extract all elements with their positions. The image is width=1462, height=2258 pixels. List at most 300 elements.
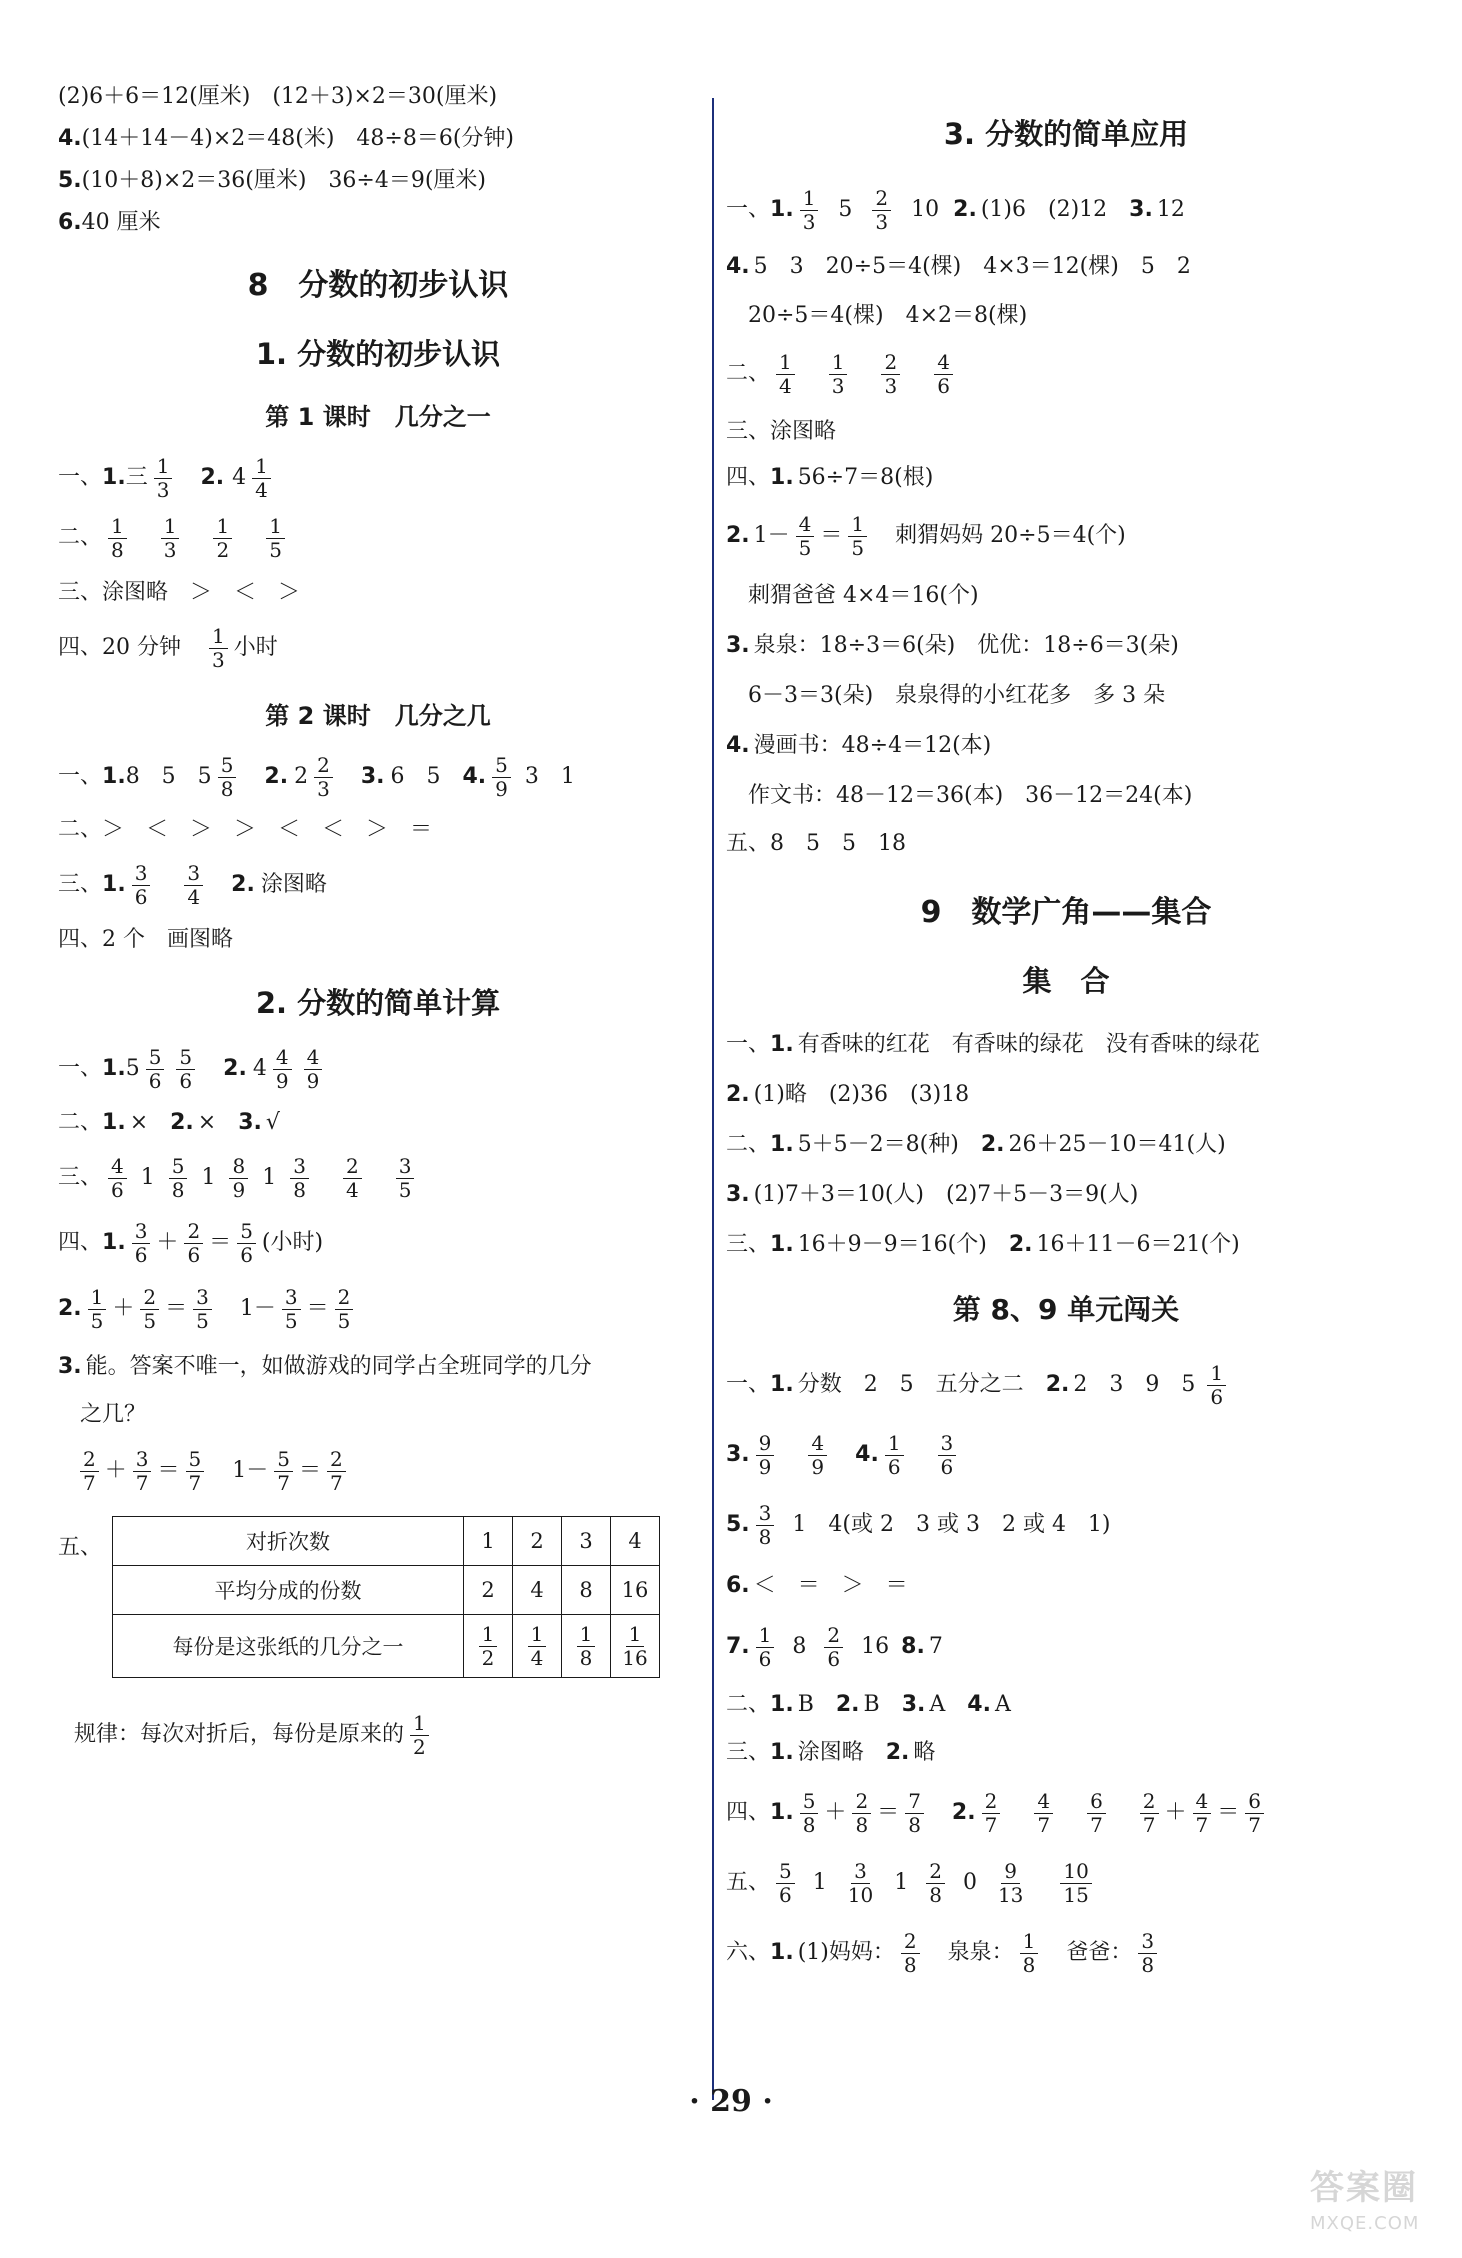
question-label: 一、 (726, 1032, 771, 1057)
fraction (146, 1044, 165, 1093)
denominator: 3 (875, 209, 889, 234)
answer-line (58, 450, 698, 506)
answer-line (58, 747, 698, 807)
denominator: 10 (847, 1882, 874, 1907)
answer-text: √ (265, 1110, 280, 1135)
table-cell: 2 (513, 1517, 562, 1566)
denominator: 3 (163, 537, 177, 562)
fraction (209, 623, 228, 672)
denominator: 9 (758, 1454, 772, 1479)
answer-text: 7 (928, 1634, 943, 1659)
item-number: 1. (770, 465, 794, 490)
fraction (619, 1621, 650, 1670)
answer-line (726, 1918, 1406, 1988)
numerator: 2 (140, 1287, 159, 1310)
operator: ＝ (209, 1230, 232, 1255)
answer-line (726, 1220, 1406, 1270)
fraction (218, 752, 237, 801)
fraction (905, 1788, 924, 1837)
fraction (1193, 1788, 1212, 1837)
fraction (237, 1218, 256, 1267)
answer-text: 1 (201, 1165, 216, 1190)
item-number: 2. (835, 1692, 860, 1717)
answer-line (726, 1420, 1406, 1490)
fraction (808, 1430, 827, 1479)
fraction (901, 1928, 920, 1977)
fraction (88, 1284, 107, 1333)
item-number: 2. (726, 1082, 750, 1107)
item-number: 3. (58, 1354, 82, 1379)
answer-text: 40 厘米 (81, 210, 161, 235)
lesson-title: 第 2 课时 几分之几 (265, 702, 491, 730)
question-label: 二、 (726, 1132, 771, 1157)
question-label: 五、 (58, 1535, 103, 1560)
answer-text: 1 4(或 2 3 或 3 2 或 4 1) (792, 1512, 1111, 1537)
numerator: 9 (756, 1433, 775, 1456)
fraction (492, 752, 511, 801)
denominator: 7 (83, 1470, 96, 1495)
section-title: 第 8、9 单元闯关 (952, 1293, 1180, 1326)
fraction (852, 1788, 871, 1837)
fraction (776, 349, 795, 398)
fraction (756, 1622, 775, 1671)
numerator: 6 (1245, 1791, 1264, 1814)
denominator: 5 (851, 535, 865, 560)
item-number: 3. (238, 1110, 262, 1135)
answer-line (58, 1702, 698, 1768)
numerator: 5 (800, 1791, 819, 1814)
fraction (140, 1284, 159, 1333)
table-cell: 16 (611, 1566, 660, 1615)
lesson-title: 第 1 课时 几分之一 (265, 403, 491, 431)
fraction (756, 1430, 775, 1479)
numerator: 2 (852, 1791, 871, 1814)
answer-line (58, 807, 698, 853)
answer-line (726, 1170, 1406, 1220)
denominator: 4 (530, 1645, 544, 1670)
item-number: 3. (726, 1182, 750, 1207)
answer-text: 刺猬爸爸 4×4＝16(个) (748, 583, 979, 608)
answer-line (726, 1848, 1406, 1918)
answer-line (726, 1612, 1406, 1682)
answer-line (58, 917, 698, 963)
fraction (528, 1621, 547, 1670)
table-cell (611, 1615, 660, 1678)
fraction (829, 349, 848, 398)
answer-text: 三、涂图略 (726, 419, 837, 444)
fraction (304, 1044, 323, 1093)
item-number: 6. (58, 210, 82, 235)
denominator: 4 (345, 1177, 359, 1202)
denominator: 6 (940, 1454, 954, 1479)
fraction (1087, 1788, 1106, 1837)
answer-text: A (994, 1692, 1011, 1717)
numerator: 1 (266, 516, 285, 539)
answer-line (726, 721, 1406, 771)
operator: ＝ (877, 1800, 900, 1825)
numerator: 2 (872, 188, 891, 211)
fraction (938, 1430, 957, 1479)
question-label: 一、 (58, 764, 103, 789)
numerator: 4 (934, 352, 953, 375)
operator: ＝ (165, 1296, 188, 1321)
answer-line (58, 80, 698, 114)
numerator: 5 (776, 1861, 795, 1884)
denominator: 3 (156, 477, 170, 502)
numerator: 1 (154, 456, 173, 479)
answer-text: 8 (792, 1634, 807, 1659)
item-number: 3. (726, 1442, 750, 1467)
item-number: 1. (102, 1110, 126, 1135)
answer-line (726, 571, 1406, 621)
numerator: 1 (213, 516, 232, 539)
table-cell: 8 (562, 1566, 611, 1615)
fraction (193, 1284, 212, 1333)
denominator: 8 (220, 776, 234, 801)
fraction (1034, 1788, 1053, 1837)
denominator: 5 (398, 1177, 412, 1202)
question-label: 一、 (726, 1372, 771, 1397)
answer-line (58, 1342, 698, 1392)
answer-text: 分数 2 5 五分之二 (797, 1372, 1024, 1397)
answer-text: 16 (861, 1634, 890, 1659)
answer-line (726, 1682, 1406, 1728)
numerator: 3 (938, 1433, 957, 1456)
item-number: 2. (980, 1132, 1005, 1157)
answer-line (58, 1392, 698, 1438)
item-number: 2. (885, 1740, 910, 1765)
denominator: 7 (984, 1812, 998, 1837)
answer-text: 涂图略 (797, 1740, 864, 1765)
operator: ＝ (1217, 1800, 1240, 1825)
answer-text: 10 (911, 197, 940, 222)
fraction (327, 1446, 346, 1495)
item-number: 5. (58, 168, 82, 193)
table-row (113, 1615, 660, 1678)
denominator: 6 (148, 1068, 162, 1093)
table-cell (562, 1615, 611, 1678)
table-header-cell: 每份是这张纸的几分之一 (113, 1615, 464, 1678)
question-label: 三、 (726, 1232, 771, 1257)
answer-line (58, 1146, 698, 1210)
answer-text: 爸爸： (1066, 1940, 1133, 1965)
item-number: 3. (1129, 197, 1153, 222)
fraction (982, 1788, 1001, 1837)
answer-text: (1)7＋3＝10(人) (2)7＋5－3＝9(人) (753, 1182, 1139, 1207)
item-number: 3. (901, 1692, 926, 1717)
fraction (161, 513, 180, 562)
item-number: 2. (264, 764, 289, 789)
fraction (885, 1430, 904, 1479)
item-number: 7. (726, 1634, 750, 1659)
fraction (1207, 1360, 1226, 1409)
numerator: 2 (184, 1221, 203, 1244)
denominator: 6 (1210, 1384, 1224, 1409)
item-number: 1. (102, 1230, 126, 1255)
answer-text: 4 (252, 1056, 267, 1081)
numerator: 5 (176, 1047, 195, 1070)
numerator: 4 (108, 1156, 127, 1179)
denominator: 6 (937, 373, 950, 398)
fraction (776, 1858, 795, 1907)
answer-text: 12 (1156, 197, 1185, 222)
numerator: 2 (327, 1449, 346, 1472)
fraction (1138, 1928, 1157, 1977)
answer-text: 1 (812, 1870, 827, 1895)
answer-text: 26＋25－10＝41(人) (1008, 1132, 1226, 1157)
numerator: 3 (132, 863, 151, 886)
fraction (1245, 1788, 1264, 1837)
denominator: 9 (232, 1177, 246, 1202)
denominator: 9 (306, 1068, 320, 1093)
operator: ＝ (157, 1458, 180, 1483)
answer-text: 2 (294, 764, 309, 789)
item-number: 1. (102, 1056, 126, 1081)
denominator: 7 (277, 1470, 290, 1495)
numerator: 1 (528, 1624, 547, 1647)
answer-line (58, 1100, 698, 1146)
question-label: 六、 (726, 1940, 771, 1965)
fraction (1140, 1788, 1159, 1837)
numerator: 2 (901, 1931, 920, 1954)
denominator: 7 (1142, 1812, 1156, 1837)
answer-text: 2 3 9 5 (1073, 1372, 1196, 1397)
denominator: 2 (413, 1734, 426, 1759)
denominator: 8 (1022, 1952, 1036, 1977)
table-cell: 4 (513, 1566, 562, 1615)
denominator: 8 (802, 1812, 816, 1837)
fraction (926, 1858, 945, 1907)
answer-line (58, 1438, 698, 1504)
item-number: 8. (901, 1634, 925, 1659)
answer-text: 5 3 20÷5＝4(棵) 4×3＝12(棵) 5 2 (753, 254, 1191, 279)
numerator: 2 (824, 1625, 843, 1648)
numerator: 4 (1034, 1791, 1053, 1814)
denominator: 8 (111, 537, 124, 562)
answer-text: (1)妈妈： (797, 1940, 895, 1965)
numerator: 5 (186, 1449, 205, 1472)
denominator: 7 (1195, 1812, 1209, 1837)
numerator: 5 (492, 755, 511, 778)
denominator: 8 (929, 1882, 942, 1907)
numerator: 3 (290, 1156, 309, 1179)
answer-text: 规律：每次对折后，每份是原来的 (74, 1722, 405, 1747)
denominator: 9 (811, 1454, 825, 1479)
page-number-value: 29 (710, 2084, 752, 2119)
question-label: 一、 (726, 197, 771, 222)
table-cell: 4 (611, 1517, 660, 1566)
question-label: 四、 (726, 1800, 771, 1825)
operator: ＋ (112, 1296, 135, 1321)
question-label: 三、 (726, 1740, 771, 1765)
numerator: 4 (796, 514, 815, 537)
denominator: 3 (317, 776, 330, 801)
operator: 1－ (753, 523, 790, 548)
numerator: 3 (282, 1287, 301, 1310)
fraction (213, 513, 232, 562)
table-header-cell: 平均分成的份数 (113, 1566, 464, 1615)
answer-text: 0 (962, 1870, 977, 1895)
answer-line (726, 455, 1406, 501)
denominator: 5 (284, 1308, 298, 1333)
answer-text: 四、20 分钟 (58, 635, 181, 660)
fraction (266, 513, 285, 562)
answer-text: 6－3＝3(朵) 泉泉得的小红花多 多 3 朵 (748, 683, 1166, 708)
watermark-text: 答案圈 (1310, 2168, 1418, 2208)
numerator: 1 (577, 1624, 596, 1647)
answer-text: (小时) (261, 1230, 324, 1255)
item-number: 1. (102, 872, 126, 897)
answer-line (726, 771, 1406, 821)
numerator: 5 (146, 1047, 165, 1070)
item-number: 1. (770, 1940, 794, 1965)
numerator: 6 (1087, 1791, 1106, 1814)
answer-text: 1 (894, 1870, 909, 1895)
denominator: 7 (1248, 1812, 1262, 1837)
answer-text: (10＋8)×2＝36(厘米) 36÷4＝9(厘米) (81, 168, 487, 193)
fraction (154, 453, 173, 502)
operator: ＋ (824, 1800, 847, 1825)
answer-line (726, 501, 1406, 571)
denominator: 5 (90, 1308, 104, 1333)
numerator: 1 (252, 456, 271, 479)
fraction (800, 1788, 819, 1837)
fraction (314, 752, 333, 801)
denominator: 6 (758, 1646, 772, 1671)
numerator: 5 (169, 1156, 188, 1179)
numerator: 2 (982, 1791, 1001, 1814)
answer-text: 16＋9－9＝16(个) (797, 1232, 987, 1257)
item-number: 3. (360, 764, 385, 789)
item-number: 1. (102, 764, 126, 789)
denominator: 6 (827, 1646, 841, 1671)
denominator: 9 (495, 776, 508, 801)
item-number: 2. (951, 1800, 976, 1825)
answer-text: 8 5 5 (125, 764, 212, 789)
operator: ＋ (156, 1230, 179, 1255)
denominator: 8 (293, 1177, 306, 1202)
fraction (1060, 1858, 1091, 1907)
question-label: 一、 (58, 1056, 103, 1081)
numerator: 9 (1001, 1861, 1020, 1884)
operator: ＋ (104, 1458, 127, 1483)
numerator: 1 (209, 626, 228, 649)
item-number: 2. (200, 465, 225, 490)
denominator: 7 (188, 1470, 202, 1495)
answer-line (58, 122, 698, 156)
answer-text: (1)6 (2)12 (980, 197, 1108, 222)
fraction (845, 1858, 876, 1907)
denominator: 7 (1090, 1812, 1103, 1837)
left-column (58, 80, 698, 1768)
denominator: 7 (135, 1470, 149, 1495)
numerator: 3 (1138, 1931, 1157, 1954)
table-cell (513, 1615, 562, 1678)
denominator: 6 (779, 1882, 792, 1907)
denominator: 16 (622, 1645, 648, 1670)
fraction (184, 1218, 203, 1267)
question-label: 三、 (58, 1165, 103, 1190)
item-number: 4. (58, 126, 82, 151)
denominator: 8 (1141, 1952, 1155, 1977)
table-header-cell: 对折次数 (113, 1517, 464, 1566)
fraction (108, 1153, 127, 1202)
unit-title: 8 分数的初步认识 (247, 268, 509, 303)
answer-text: (1)略 (2)36 (3)18 (753, 1082, 970, 1107)
fraction (252, 453, 271, 502)
answer-line (726, 621, 1406, 671)
answer-text: ＜ ＝ ＞ ＝ (753, 1573, 908, 1598)
item-number: 1. (770, 1032, 794, 1057)
numerator: 3 (396, 1156, 415, 1179)
denominator: 6 (134, 884, 148, 909)
fraction (290, 1153, 309, 1202)
answer-text: 能。答案不唯一，如做游戏的同学占全班同学的几分 (85, 1354, 592, 1379)
answer-text: 四、2 个 画图略 (58, 927, 233, 952)
item-number: 1. (770, 1132, 794, 1157)
item-number: 4. (726, 733, 750, 758)
denominator: 8 (903, 1952, 917, 1977)
question-label: 四、 (58, 1230, 103, 1255)
denominator: 7 (329, 1470, 343, 1495)
question-label: 二、 (58, 1110, 103, 1135)
numerator: 2 (881, 352, 900, 375)
table-row (113, 1517, 660, 1566)
fraction (934, 349, 953, 398)
numerator: 10 (1060, 1861, 1091, 1884)
denominator: 13 (997, 1882, 1024, 1907)
section-title: 2. 分数的简单计算 (255, 986, 501, 1020)
item-number: 1. (102, 465, 126, 490)
item-number: 2. (726, 523, 750, 548)
answer-line (726, 1728, 1406, 1778)
answer-line (726, 241, 1406, 293)
fraction (479, 1621, 498, 1670)
fraction (995, 1858, 1026, 1907)
answer-line (726, 1560, 1406, 1612)
fraction (229, 1153, 248, 1202)
numerator: 1 (626, 1624, 645, 1647)
fraction (756, 1500, 775, 1549)
numerator: 4 (304, 1047, 323, 1070)
numerator: 3 (193, 1287, 212, 1310)
denominator: 2 (216, 537, 230, 562)
answer-line (726, 1490, 1406, 1560)
table-cell: 1 (464, 1517, 513, 1566)
numerator: 3 (133, 1449, 152, 1472)
numerator: 1 (1020, 1931, 1039, 1954)
numerator: 3 (851, 1861, 870, 1884)
fold-table (112, 1516, 660, 1678)
fraction (577, 1621, 596, 1670)
numerator: 1 (848, 514, 867, 537)
item-number: 2. (223, 1056, 247, 1081)
section-title: 集 合 (1022, 964, 1110, 998)
denominator: 3 (884, 373, 898, 398)
answer-text: 1 (262, 1165, 277, 1190)
numerator: 1 (885, 1433, 904, 1456)
denominator: 6 (887, 1454, 901, 1479)
item-number: 2. (58, 1296, 82, 1321)
answer-text: 二、＞ ＜ ＞ ＞ ＜ ＜ ＞ ＝ (58, 817, 433, 842)
fraction (169, 1153, 188, 1202)
answer-text: B (797, 1692, 814, 1717)
numerator: 2 (1140, 1791, 1159, 1814)
denominator: 6 (179, 1068, 193, 1093)
table-cell: 2 (464, 1566, 513, 1615)
numerator: 3 (756, 1503, 775, 1526)
answer-text: × (197, 1110, 217, 1135)
